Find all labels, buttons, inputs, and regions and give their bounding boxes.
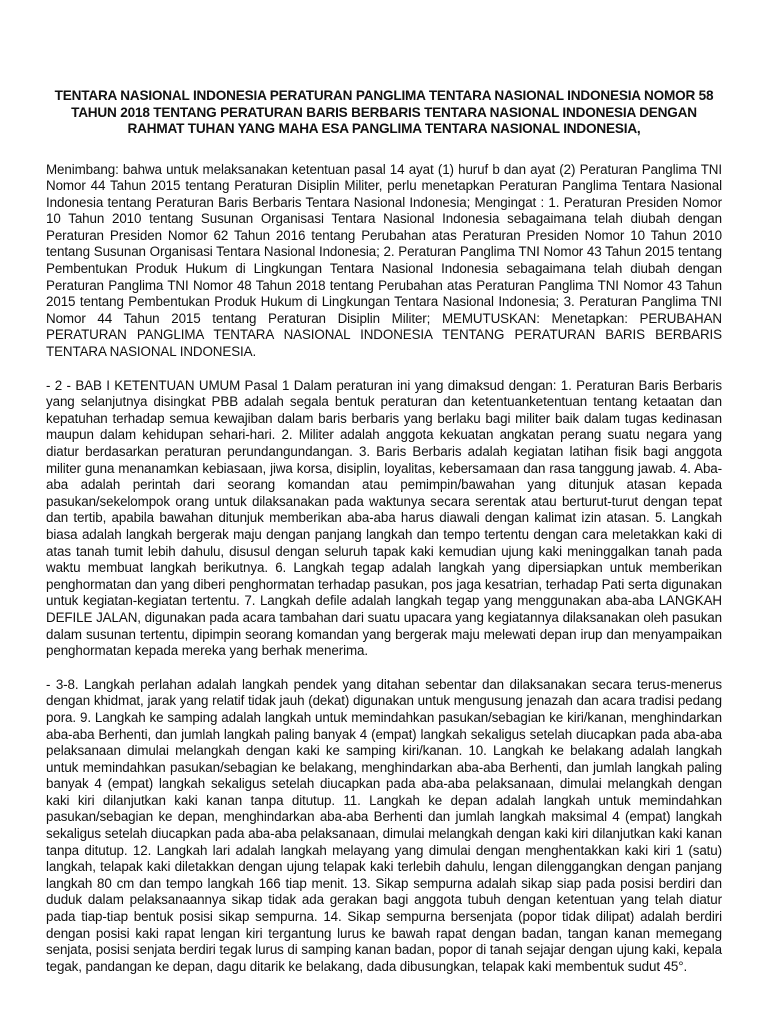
paragraph-chapter-1: - 2 - BAB I KETENTUAN UMUM Pasal 1 Dalam peraturan ini yang dimaksud dengan: 1. Peraturan Baris Berbaris yang selanjutnya disingkat PBB adalah segala bentuk peraturan dan ketentuanketentuan tentang ketaatan dan kepatuhan terhadap semua kewajiban dalam baris berbaris yang berlaku bagi militer baik dalam tugas kedinasan maupun dalam kehidupan sehari-hari. 2. Militer adalah anggota kekuatan angkatan perang suatu negara yang diatur berdasarkan peraturan perundangundangan. 3. Baris Berbaris adalah kegiatan latihan fisik bagi anggota militer guna menanamkan kebiasaan, jiwa korsa, disiplin, loyalitas, kebersamaan dan rasa tanggung jawab. 4. Aba-aba adalah perintah dari seorang komandan atau pemimpin/bawahan yang ditunjuk atasan kepada pasukan/sekelompok orang untuk dilaksanakan pada waktunya secara serentak atau berturut-turut dengan tepat dan tertib, apabila bawahan ditunjuk memberikan aba-aba harus diawali dengan kalimat izin atasan. 5. Langkah biasa adalah langkah bergerak maju dengan panjang langkah dan tempo tertentu dengan cara meletakkan kaki di atas tanah tumit lebih dahulu, disusul dengan seluruh tapak kaki kemudian ujung kaki meninggalkan tanah pada waktu membuat langkah berikutnya. 6. Langkah tegap adalah langkah yang dipersiapkan untuk memberikan penghormatan dan yang diberi penghormatan terhadap pasukan, pos jaga kesatrian, terhadap Pati serta digunakan untuk kegiatan-kegiatan tertentu. 7. Langkah defile adalah langkah tegap yang menggunakan aba-aba LANGKAH DEFILE JALAN, digunakan pada acara tambahan dari suatu upacara yang kegiatannya dilaksanakan oleh pasukan dalam susunan tertentu, dipimpin seorang komandan yang bergerak maju melewati depan irup dan menyampaikan penghormatan kepada mereka yang berhak menerima.	[46, 377, 722, 659]
document-title: TENTARA NASIONAL INDONESIA PERATURAN PANGLIMA TENTARA NASIONAL INDONESIA NOMOR 58 TAHUN 2018 TENTANG PERATURAN BARIS BERBARIS TENTARA NASIONAL INDONESIA DENGAN RAHMAT TUHAN YANG MAHA ESA PANGLIMA TENTARA NASIONAL INDONESIA,	[54, 88, 714, 136]
document-page	[46, 88, 722, 992]
paragraph-considerations: Menimbang: bahwa untuk melaksanakan ketentuan pasal 14 ayat (1) huruf b dan ayat (2) Peraturan Panglima TNI Nomor 44 Tahun 2015 tentang Peraturan Disiplin Militer, perlu menetapkan Peraturan Panglima Tentara Nasional Indonesia tentang Peraturan Baris Berbaris Tentara Nasional Indonesia; Mengingat : 1. Peraturan Presiden Nomor 10 Tahun 2010 tentang Susunan Organisasi Tentara Nasional Indonesia sebagaimana telah diubah dengan Peraturan Presiden Nomor 62 Tahun 2016 tentang Perubahan atas Peraturan Presiden Nomor 10 Tahun 2010 tentang Susunan Organisasi Tentara Nasional Indonesia; 2. Peraturan Panglima TNI Nomor 43 Tahun 2015 tentang Pembentukan Produk Hukum di Lingkungan Tentara Nasional Indonesia sebagaimana telah diubah dengan Peraturan Panglima TNI Nomor 48 Tahun 2018 tentang Perubahan atas Peraturan Panglima TNI Nomor 43 Tahun 2015 tentang Pembentukan Produk Hukum di Lingkungan Tentara Nasional Indonesia; 3. Peraturan Panglima TNI Nomor 44 Tahun 2015 tentang Peraturan Disiplin Militer; MEMUTUSKAN: Menetapkan: PERUBAHAN PERATURAN PANGLIMA TENTARA NASIONAL INDONESIA TENTANG PERATURAN BARIS BERBARIS TENTARA NASIONAL INDONESIA.	[46, 161, 722, 360]
paragraph-definitions: - 3-8. Langkah perlahan adalah langkah pendek yang ditahan sebentar dan dilaksanakan secara terus-menerus dengan khidmat, jarak yang relatif tidak jauh (dekat) digunakan untuk mengusung jenazah dan acara tradisi pedang pora. 9. Langkah ke samping adalah langkah untuk memindahkan pasukan/sebagian ke kiri/kanan, menghindarkan aba-aba Berhenti, dan jumlah langkah paling banyak 4 (empat) langkah sekaligus setelah diucapkan pada aba-aba pelaksanaan dimulai melangkah dengan kaki ke samping kiri/kanan. 10. Langkah ke belakang adalah langkah untuk memindahkan pasukan/sebagian ke belakang, menghindarkan aba-aba Berhenti, dan jumlah langkah paling banyak 4 (empat) langkah sekaligus setelah diucapkan pada aba-aba pelaksanaan, dimulai melangkah dengan kaki kiri dilanjutkan kaki kanan tanpa ditutup. 11. Langkah ke depan adalah langkah untuk memindahkan pasukan/sebagian ke depan, menghindarkan aba-aba Berhenti dan jumlah langkah maksimal 4 (empat) langkah sekaligus setelah diucapkan pada aba-aba pelaksanaan, dimulai melangkah dengan kaki kiri dilanjutkan kaki kanan tanpa ditutup. 12. Langkah lari adalah langkah melayang yang dimulai dengan menghentakkan kaki kiri 1 (satu) langkah, telapak kaki diletakkan dengan ujung telapak kaki terlebih dahulu, lengan dilenggangkan dengan panjang langkah 80 cm dan tempo langkah 166 tiap menit. 13. Sikap sempurna adalah sikap siap pada posisi berdiri dan duduk dalam pelaksanaannya sikap tidak ada gerakan bagi anggota tubuh dengan ketentuan yang telah diatur pada tiap-tiap bentuk posisi sikap sempurna. 14. Sikap sempurna bersenjata (popor tidak dilipat) adalah berdiri dengan posisi kaki rapat lengan kiri tergantung lurus ke bawah rapat dengan badan, tangan kanan memegang senjata, posisi senjata berdiri tegak lurus di samping kanan badan, popor di tanah sejajar dengan ujung kaki, kepala tegak, pandangan ke depan, dagu ditarik ke belakang, dada dibusungkan, telapak kaki membentuk sudut 45°.	[46, 676, 722, 974]
